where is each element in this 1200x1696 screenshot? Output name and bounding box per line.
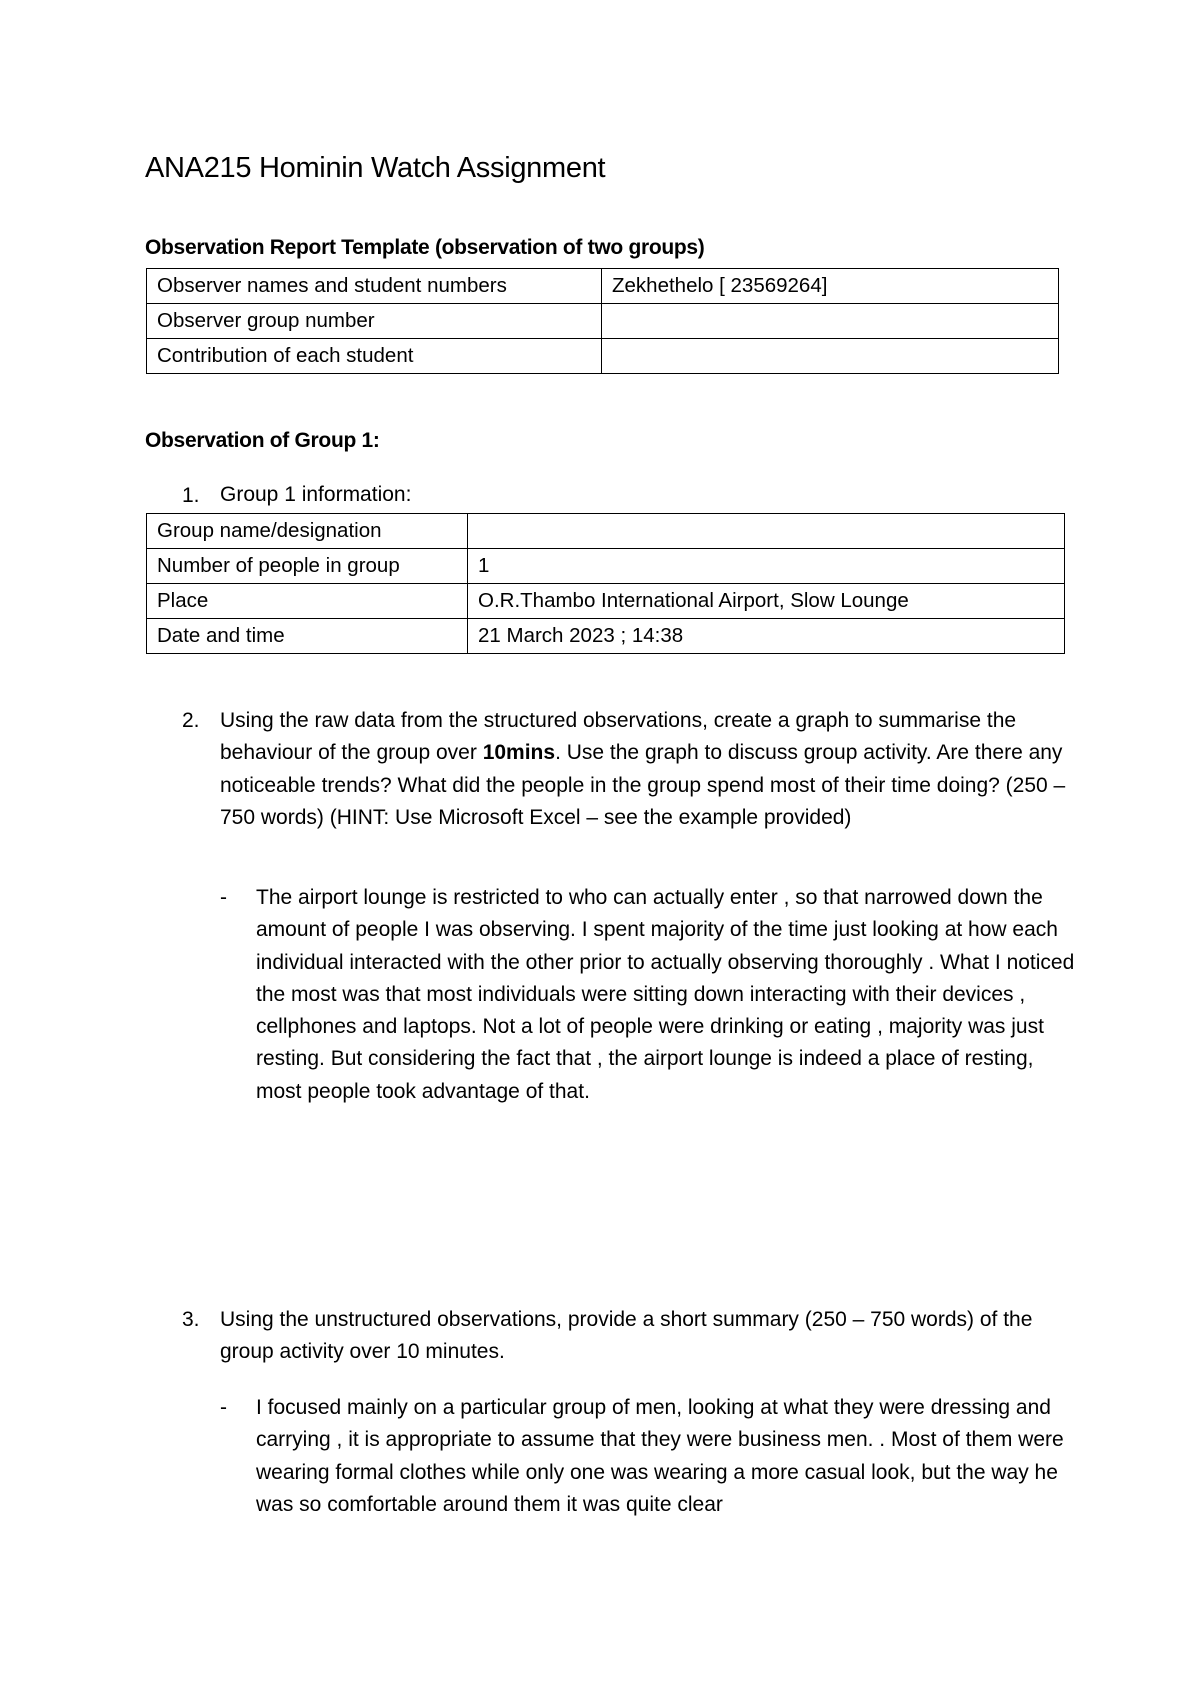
table-cell-value (602, 339, 1059, 374)
table-row (147, 619, 1065, 654)
item2-text-bold: 10mins (482, 741, 556, 765)
table-cell-value: 21 March 2023 ; 14:38 (468, 619, 1065, 654)
table-cell-value (468, 514, 1065, 549)
item2-number: 2. (182, 709, 200, 732)
table-cell-label: Observer names and student numbers (147, 269, 602, 304)
observer-table (146, 268, 1059, 374)
item3-question: Using the unstructured observations, provide a short summary (250 – 750 words) of the group activity over 10 minutes. (220, 1308, 1033, 1364)
item3-number: 3. (182, 1308, 200, 1331)
item3-answer: I focused mainly on a particular group of men, looking at what they were dressing and carrying , it is appropriate to assume that they were business men. . Most of them were wearing formal clothes while only one was wearing a more casual look, but the way he was so comfortable around them it was quite clear (256, 1396, 1064, 1516)
table-cell-label: Place (147, 584, 468, 619)
group1-heading: Observation of Group 1: (145, 429, 380, 452)
table-row (147, 584, 1065, 619)
table-cell-label: Date and time (147, 619, 468, 654)
table-cell-label: Number of people in group (147, 549, 468, 584)
item1-text: Group 1 information: (220, 483, 412, 506)
table-cell-label: Observer group number (147, 304, 602, 339)
page-title: ANA215 Hominin Watch Assignment (145, 152, 606, 184)
table-row (147, 549, 1065, 584)
group-info-table (146, 513, 1065, 654)
table-cell-value (602, 304, 1059, 339)
table-row (147, 269, 1059, 304)
item2-bullet: - (220, 886, 227, 909)
item3-bullet: - (220, 1396, 227, 1419)
table-cell-value: Zekhethelo [ 23569264] (602, 269, 1059, 304)
table-cell-value: 1 (468, 549, 1065, 584)
item2-answer: The airport lounge is restricted to who can actually enter , so that narrowed down the amount of people I was observing. I spent majority of the time just looking at how each individual interacted with the other prior to actually observing thoroughly . What I noticed the most was that most individuals were sitting down interacting with their devices , cellphones and laptops. Not a lot of people were drinking or eating , majority was just resting. But considering the fact that , the airport lounge is indeed a place of resting, most people took advantage of that. (256, 886, 1075, 1103)
template-heading: Observation Report Template (observation of two groups) (145, 236, 705, 259)
table-cell-value: O.R.Thambo International Airport, Slow Lounge (468, 584, 1065, 619)
item2-text-before: Using the raw data from the structured observations, create a graph to summarise the behaviour of the group over (220, 709, 1017, 765)
table-row (147, 339, 1059, 374)
table-row (147, 304, 1059, 339)
table-cell-label: Group name/designation (147, 514, 468, 549)
item1-number: 1. (182, 484, 200, 507)
item2-question (220, 705, 1070, 834)
table-cell-label: Contribution of each student (147, 339, 602, 374)
table-row (147, 514, 1065, 549)
item2-text-after: . Use the graph to discuss group activity. Are there any noticeable trends? What did the people in the group spend most of their time doing? (250 – 750 words) (HINT: Use Microsoft Excel – see the example provided) (220, 741, 1066, 829)
